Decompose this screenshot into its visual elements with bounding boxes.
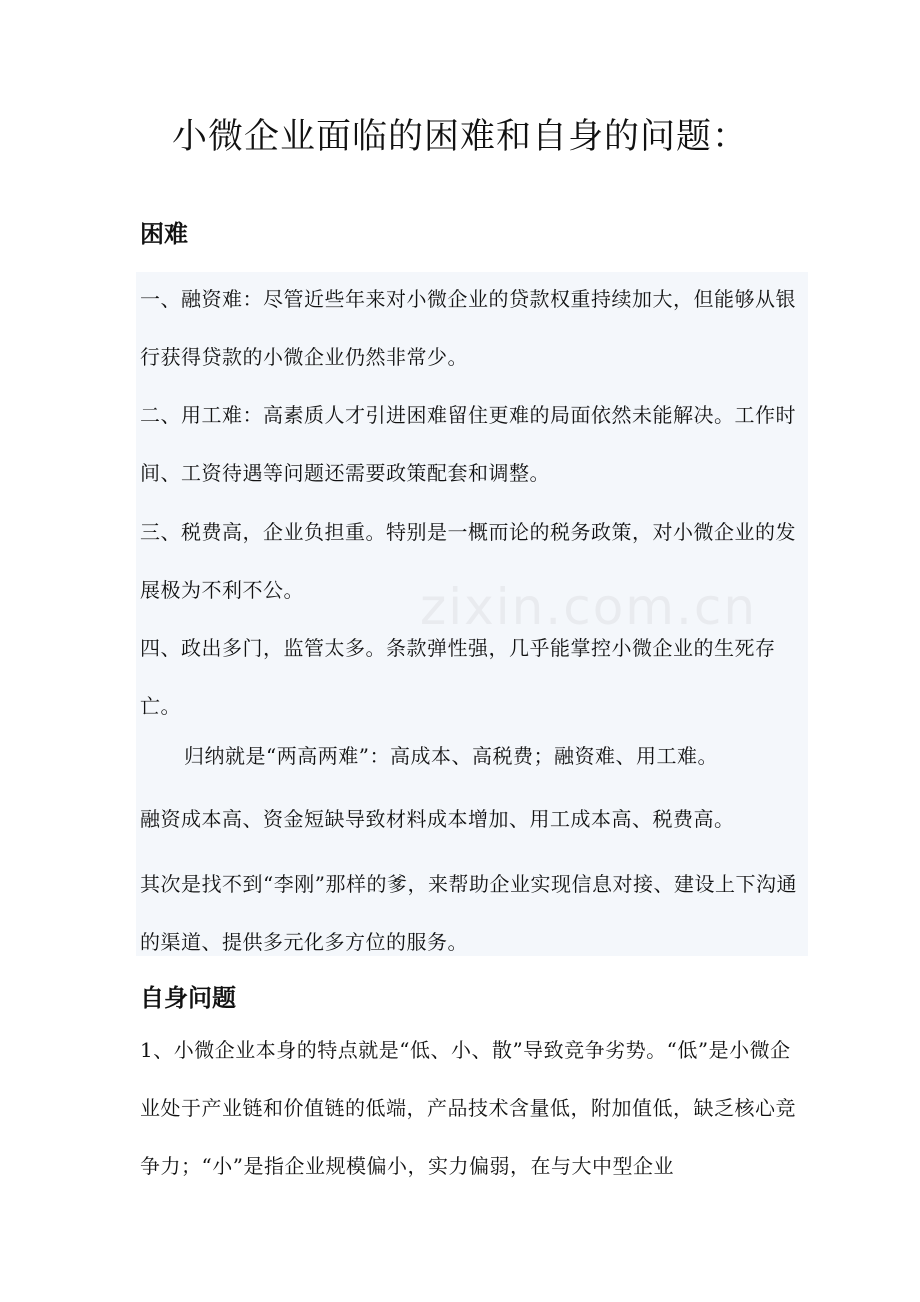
paragraph-employment: 二、用工难：高素质人才引进困难留住更难的局面依然未能解决。工作时间、工资待遇等问题还需要政策配套和调整。 [140, 403, 796, 485]
paragraph-regulation: 四、政出多门，监管太多。条款弹性强，几乎能掌控小微企业的生死存亡。 [140, 636, 776, 718]
page-title: 小微企业面临的困难和自身的问题： [171, 117, 748, 157]
paragraph-characteristics: 1、小微企业本身的特点就是“低、小、散”导致竞争劣势。“低”是小微企业处于产业链和价值链的低端，产品技术含量低，附加值低，缺乏核心竞争力；“小”是指企业规模偏小，实力偏弱，在与大中型企业 [140, 1038, 796, 1178]
paragraph-costs: 融资成本高、资金短缺导致材料成本增加、用工成本高、税费高。 [140, 807, 735, 831]
paragraph-taxes: 三、税费高，企业负担重。特别是一概而论的税务政策，对小微企业的发展极为不利不公。 [140, 520, 796, 602]
paragraph-summary: 归纳就是“两高两难”：高成本、高税费；融资难、用工难。 [184, 744, 718, 768]
section-heading-own-problems: 自身问题 [140, 984, 236, 1012]
section-heading-difficulties: 困难 [140, 220, 188, 248]
paragraph-financing: 一、融资难：尽管近些年来对小微企业的贷款权重持续加大，但能够从银行获得贷款的小微企业仍然非常少。 [140, 287, 796, 369]
paragraph-connections: 其次是找不到“李刚”那样的爹，来帮助企业实现信息对接、建设上下沟通的渠道、提供多元化多方位的服务。 [140, 872, 797, 954]
